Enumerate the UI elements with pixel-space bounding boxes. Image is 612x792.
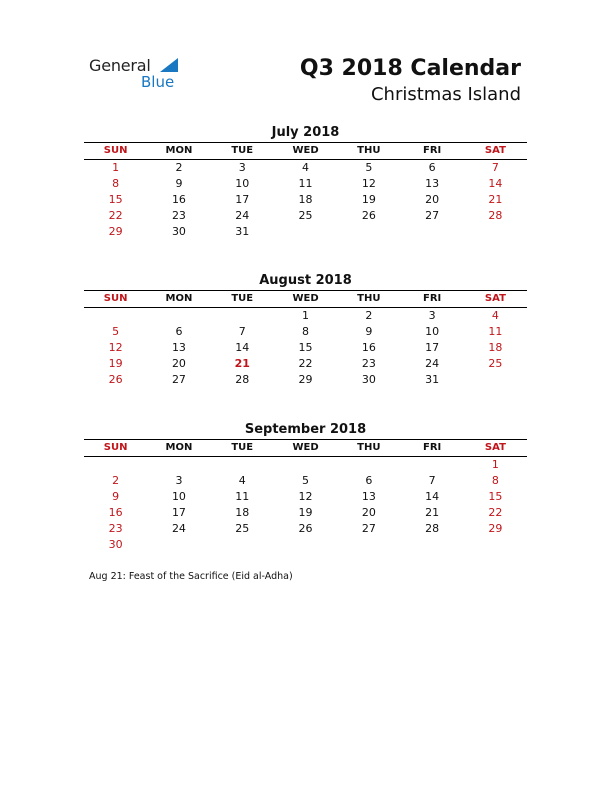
week-row: [84, 473, 527, 489]
day-cell: 20: [361, 506, 376, 519]
day-cell: 24: [171, 522, 186, 535]
day-cell: 12: [108, 341, 123, 354]
day-cell: 23: [361, 357, 376, 370]
day-cell: 2: [112, 474, 120, 487]
day-cell: 11: [488, 325, 503, 338]
day-cell: 21: [234, 357, 250, 370]
day-cell: 15: [108, 193, 123, 206]
day-cell: 27: [425, 209, 440, 222]
day-cell: 31: [235, 225, 250, 238]
day-cell: [211, 308, 274, 324]
day-cell: 18: [298, 193, 313, 206]
day-cell: [211, 457, 274, 473]
day-cell: [337, 457, 400, 473]
day-cell: 31: [425, 373, 440, 386]
weekday-label: FRI: [423, 442, 442, 453]
day-cell: 27: [361, 522, 376, 535]
day-cell: 22: [298, 357, 313, 370]
day-cell: 14: [425, 490, 440, 503]
day-cell: 8: [112, 177, 120, 190]
weekday-label: SUN: [103, 145, 128, 156]
day-cell: 25: [298, 209, 313, 222]
day-cell: 28: [488, 209, 503, 222]
day-cell: [337, 537, 400, 553]
day-cell: 16: [108, 506, 123, 519]
week-row: [84, 192, 527, 208]
day-cell: 21: [425, 506, 440, 519]
weekday-label: MON: [165, 293, 193, 304]
day-cell: 2: [365, 309, 373, 322]
weeks-grid: [84, 457, 527, 553]
day-cell: 26: [361, 209, 376, 222]
week-row: [84, 176, 527, 192]
logo-blue: Blue: [141, 73, 175, 91]
day-cell: 9: [365, 325, 373, 338]
weekday-label: THU: [357, 442, 381, 453]
week-row: [84, 340, 527, 356]
week-row: [84, 505, 527, 521]
day-cell: 30: [108, 538, 123, 551]
day-cell: [274, 224, 337, 240]
day-cell: [274, 457, 337, 473]
day-cell: 28: [235, 373, 250, 386]
day-cell: [274, 537, 337, 553]
logo: [89, 56, 189, 92]
day-cell: 4: [238, 474, 246, 487]
day-cell: 12: [298, 490, 313, 503]
weekday-label: WED: [292, 145, 319, 156]
month-july: [84, 124, 527, 240]
day-cell: 10: [235, 177, 250, 190]
page-title: Q3 2018 Calendar: [299, 56, 521, 81]
month-august: [84, 272, 527, 388]
day-cell: [337, 224, 400, 240]
month-title: August 2018: [259, 273, 352, 288]
day-cell: [147, 308, 210, 324]
day-cell: 14: [488, 177, 503, 190]
day-cell: 7: [491, 161, 499, 174]
day-cell: 3: [238, 161, 246, 174]
weekday-label: TUE: [231, 145, 254, 156]
week-row: [84, 537, 527, 553]
weekday-header: [84, 290, 527, 308]
weekday-label: SAT: [484, 442, 506, 453]
day-cell: [464, 537, 527, 553]
weeks-grid: [84, 308, 527, 388]
day-cell: 10: [425, 325, 440, 338]
day-cell: 26: [108, 373, 123, 386]
day-cell: 6: [428, 161, 436, 174]
day-cell: 9: [175, 177, 183, 190]
day-cell: 13: [425, 177, 440, 190]
day-cell: 5: [302, 474, 310, 487]
day-cell: 4: [302, 161, 310, 174]
logo-general: General: [89, 56, 151, 75]
day-cell: 1: [302, 309, 310, 322]
weekday-label: SUN: [103, 442, 128, 453]
day-cell: 10: [171, 490, 186, 503]
day-cell: 8: [491, 474, 499, 487]
day-cell: 11: [298, 177, 313, 190]
day-cell: [211, 537, 274, 553]
day-cell: 1: [491, 458, 499, 471]
day-cell: 1: [112, 161, 120, 174]
day-cell: 20: [171, 357, 186, 370]
day-cell: 24: [235, 209, 250, 222]
month-title: July 2018: [271, 125, 340, 140]
day-cell: 25: [235, 522, 250, 535]
day-cell: 7: [428, 474, 436, 487]
day-cell: 18: [235, 506, 250, 519]
day-cell: 2: [175, 161, 183, 174]
day-cell: [400, 457, 463, 473]
weekday-label: THU: [357, 145, 381, 156]
holiday-note: Aug 21: Feast of the Sacrifice (Eid al-Adha): [89, 571, 293, 582]
day-cell: 3: [175, 474, 183, 487]
day-cell: 19: [108, 357, 123, 370]
week-row: [84, 457, 527, 473]
day-cell: 4: [491, 309, 499, 322]
day-cell: 30: [171, 225, 186, 238]
day-cell: 8: [302, 325, 310, 338]
weekday-label: MON: [165, 442, 193, 453]
day-cell: [464, 224, 527, 240]
weeks-grid: [84, 160, 527, 240]
week-row: [84, 324, 527, 340]
week-row: [84, 224, 527, 240]
day-cell: 12: [361, 177, 376, 190]
day-cell: 20: [425, 193, 440, 206]
day-cell: [84, 308, 147, 324]
weekday-label: MON: [165, 145, 193, 156]
weekday-header: [84, 439, 527, 457]
day-cell: 29: [488, 522, 503, 535]
day-cell: [147, 457, 210, 473]
day-cell: 23: [171, 209, 186, 222]
weekday-label: THU: [357, 293, 381, 304]
day-cell: [400, 224, 463, 240]
weekday-label: SAT: [484, 145, 506, 156]
week-row: [84, 356, 527, 372]
weekday-label: SAT: [484, 293, 506, 304]
page-subtitle: Christmas Island: [370, 84, 521, 105]
day-cell: 6: [175, 325, 183, 338]
week-row: [84, 521, 527, 537]
day-cell: 16: [361, 341, 376, 354]
day-cell: 5: [365, 161, 373, 174]
day-cell: 3: [428, 309, 436, 322]
month-september: [84, 421, 527, 553]
day-cell: 18: [488, 341, 503, 354]
day-cell: 23: [108, 522, 123, 535]
weekday-label: TUE: [231, 442, 254, 453]
weekday-label: WED: [292, 293, 319, 304]
day-cell: [464, 372, 527, 388]
week-row: [84, 372, 527, 388]
day-cell: 22: [488, 506, 503, 519]
day-cell: 17: [425, 341, 440, 354]
day-cell: 21: [488, 193, 503, 206]
day-cell: 16: [171, 193, 186, 206]
day-cell: 6: [365, 474, 373, 487]
week-row: [84, 308, 527, 324]
day-cell: 9: [112, 490, 120, 503]
day-cell: 15: [298, 341, 313, 354]
day-cell: 24: [425, 357, 440, 370]
weekday-header: [84, 142, 527, 160]
week-row: [84, 208, 527, 224]
day-cell: 29: [298, 373, 313, 386]
weekday-label: TUE: [231, 293, 254, 304]
day-cell: 22: [108, 209, 123, 222]
day-cell: 13: [171, 341, 186, 354]
day-cell: [84, 457, 147, 473]
day-cell: 17: [235, 193, 250, 206]
weekday-label: WED: [292, 442, 319, 453]
day-cell: 19: [298, 506, 313, 519]
day-cell: [400, 537, 463, 553]
day-cell: 25: [488, 357, 503, 370]
day-cell: 11: [235, 490, 250, 503]
month-title: September 2018: [244, 422, 367, 437]
day-cell: 13: [361, 490, 376, 503]
day-cell: 5: [112, 325, 120, 338]
weekday-label: FRI: [423, 293, 442, 304]
day-cell: 28: [425, 522, 440, 535]
day-cell: 29: [108, 225, 123, 238]
day-cell: 19: [361, 193, 376, 206]
week-row: [84, 489, 527, 505]
weekday-label: SUN: [103, 293, 128, 304]
week-row: [84, 160, 527, 176]
day-cell: 26: [298, 522, 313, 535]
day-cell: 14: [235, 341, 250, 354]
day-cell: 15: [488, 490, 503, 503]
day-cell: [147, 537, 210, 553]
logo-triangle-icon: [160, 58, 178, 72]
day-cell: 17: [171, 506, 186, 519]
weekday-label: FRI: [423, 145, 442, 156]
day-cell: 30: [361, 373, 376, 386]
day-cell: 7: [238, 325, 246, 338]
day-cell: 27: [171, 373, 186, 386]
